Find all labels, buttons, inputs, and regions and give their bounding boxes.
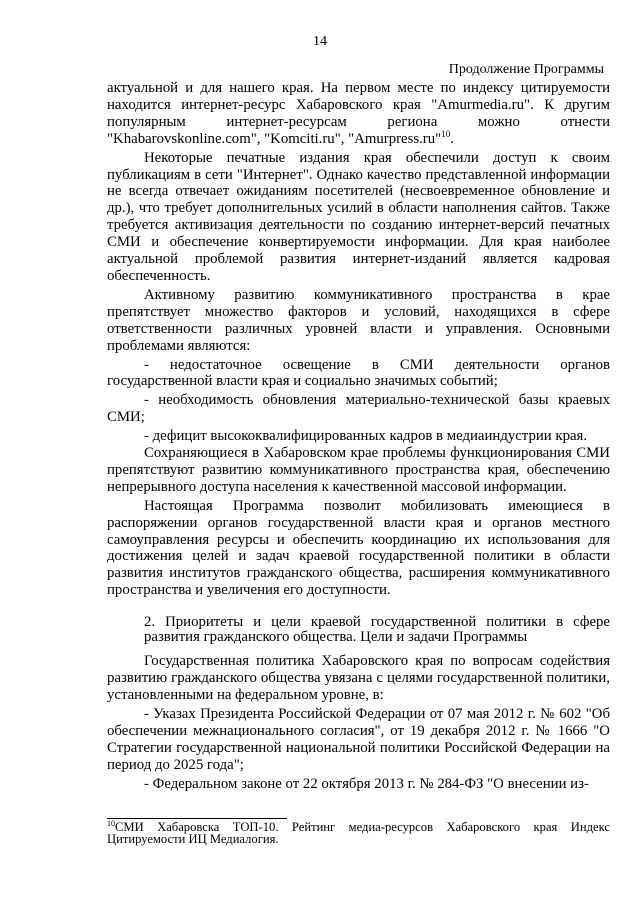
list-item: - недостаточное освещение в СМИ деятельности органов государственной власти края и социально значимых событий;	[107, 356, 610, 390]
footnote-text: СМИ Хабаровска ТОП-10. Рейтинг медиа-ресурсов Хабаровского края Индекс Цитируемости ИЦ Медиалогия.	[107, 820, 610, 846]
paragraph: Государственная политика Хабаровского края по вопросам содействия развитию гражданского общества увязана с целями государственной политики, установленными на федеральном уровне, в:	[107, 653, 610, 703]
list-item: - необходимость обновления материально-технической базы краевых СМИ;	[107, 392, 610, 426]
continuation-label: Продолжение Программы	[448, 62, 604, 77]
footnote-divider	[107, 818, 287, 819]
paragraph: актуальной и для нашего края. На первом месте по индексу цитируемости находится интернет-ресурс Хабаровского края "Amurmedia.ru". К другим популярным интернет-ресурсам региона можно отнести "Khabarovskonline.com", "Komciti.ru", "Amurpress.ru"$^{10}$.	[107, 80, 610, 147]
list-item: - дефицит высококвалифицированных кадров в медиаиндустрии края.	[144, 428, 588, 445]
paragraph: Некоторые печатные издания края обеспечили доступ к своим публикациям в сети "Интернет". Однако качество представленной информации не всегда отвечает ожиданиям посетителей (несвоевременное обновление и др.), что требует дополнительных усилий в области наполнения сайтов. Также требуется активизация деятельности по созданию интернет-версий печатных СМИ и обеспечение конвертируемости информации. Для края наиболее актуальной проблемой развития интернет-изданий является кадровая обеспеченность.	[107, 149, 610, 284]
footnote-reference[interactable]: 10	[441, 128, 451, 139]
list-item: - Указах Президента Российской Федерации от 07 мая 2012 г. № 602 "Об обеспечении межнационального согласия", от 19 декабря 2012 г. № 1666 "О Стратегии государственной национальной политики Российской Федерации на период до 2025 года";	[107, 705, 610, 773]
paragraph: Настоящая Программа позволит мобилизовать имеющиеся в распоряжении органов государственной власти края и органов местного самоуправления ресурсы и обеспечить координацию их использования для достижения целей и задач краевой государственной политики в области развития институтов гражданского общества, расширения коммуникативного пространства и увеличения его доступности.	[107, 497, 610, 599]
paragraph: Активному развитию коммуникативного пространства в крае препятствует множество факторов и условий, находящихся в сфере ответственности различных уровней власти и управления. Основными проблемами являются:	[107, 286, 610, 354]
list-item: - Федеральном законе от 22 октября 2013 г. № 284-ФЗ "О внесении из-	[144, 775, 589, 792]
paragraph: Сохраняющиеся в Хабаровском крае проблемы функционирования СМИ препятствуют развитию коммуникативного пространства края, обеспечению непрерывного доступа населения к качественной массовой информации.	[107, 445, 610, 495]
footnote-marker: 10	[107, 818, 115, 828]
page-number: 14	[313, 34, 327, 49]
paragraph-text: актуальной и для нашего края. На первом месте по индексу цитируемости находится интернет-ресурс Хабаровского края "Amurmedia.ru". К другим популярным интернет-ресурсам региона можно отнести "Khabarovskonline.com", "Komciti.ru", "Amurpress.ru"	[107, 80, 610, 147]
footnote	[107, 818, 610, 846]
document-body	[107, 80, 610, 792]
section-heading: 2. Приоритеты и цели краевой государственной политики в сфере развития гражданского общества. Цели и задачи Программы	[144, 614, 610, 646]
